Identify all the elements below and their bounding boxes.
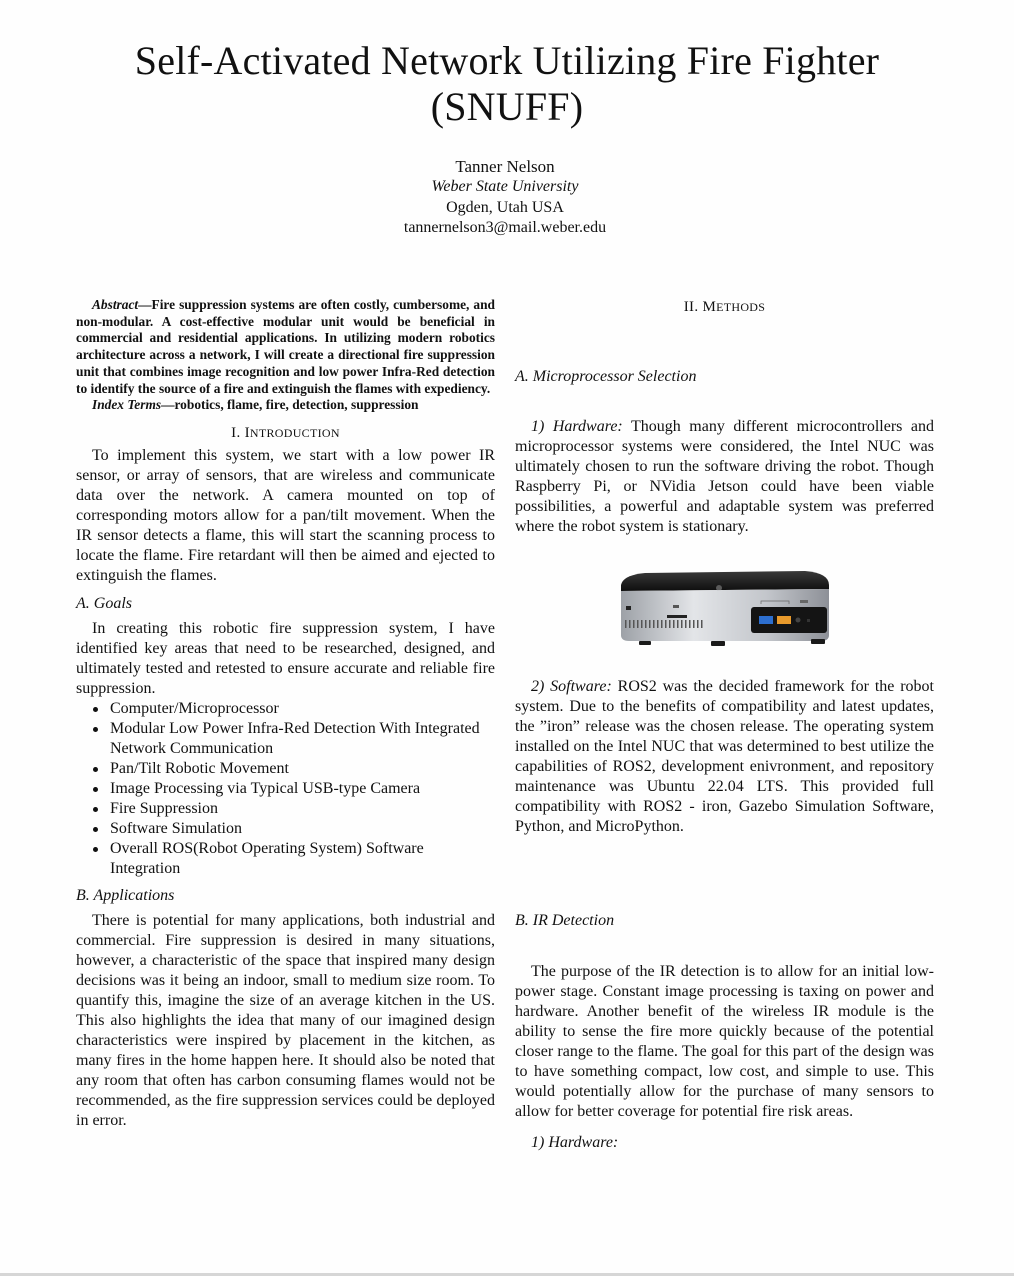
list-item (76, 719, 495, 759)
ir-hardware-heading: 1) Hardware: (531, 1134, 619, 1151)
list-item (76, 699, 495, 719)
title-line-1: Self-Activated Network Utilizing Fire Fighter (134, 38, 880, 83)
list-item (76, 779, 495, 799)
bullet-icon (93, 767, 98, 772)
section-title-rest: NTRODUCTION (249, 425, 340, 440)
software-lead: 2) Software: (531, 678, 612, 695)
list-item-text: Pan/Tilt Robotic Movement (110, 759, 289, 777)
list-item (76, 839, 495, 879)
author-location: Ogden, Utah USA (446, 198, 564, 216)
section-title-initial: M (702, 299, 717, 315)
subsection-heading-applications: B. Applications (76, 886, 175, 904)
bullet-icon (93, 707, 98, 712)
subsection-heading-ir-detection: B. IR Detection (515, 912, 615, 929)
section-heading-introduction (76, 423, 495, 443)
abstract-dash: — (138, 297, 152, 312)
bullet-icon (93, 787, 98, 792)
index-terms-dash: — (161, 397, 175, 413)
list-item-text: Overall ROS(Robot Operating System) Software Integration (110, 839, 424, 877)
section-number: I. (231, 424, 241, 441)
left-column (76, 297, 495, 1131)
subsection-heading-microprocessor: A. Microprocessor Selection (515, 368, 697, 385)
ir-detection-paragraph: The purpose of the IR detection is to allow for an initial low-power stage. Constant image processing is taxing on power and hardware. Another benefit of the wireless IR module is the ability to sense the fire more quickly because of the potential closer range to the flame. The goal for this part of the design was to have something compact, low cost, and simple to use. This would potentially allow for the purchase of many sensors to allow for better coverage for potential fire risk areas. (515, 963, 934, 1120)
index-terms (76, 397, 495, 414)
section-title-initial: I (244, 424, 250, 441)
right-column (515, 297, 934, 1153)
bullet-icon (93, 727, 98, 732)
introduction-paragraph: To implement this system, we start with a low power IR sensor, or array of sensors, that are wireless and communicate data over the network. A camera mounted on top of corresponding motors allow for a pan/tilt movement. When the IR sensor detects a flame, this will start the scanning process to locate the flame. Fire retardant will then be aimed and ejected to extinguish the flames. (76, 446, 495, 584)
index-terms-text: robotics, flame, fire, detection, suppression (174, 397, 419, 413)
figure-intel-nuc (515, 559, 934, 669)
list-item-text: Computer/Microprocessor (110, 699, 279, 717)
intel-nuc-image (615, 567, 835, 653)
subsection-heading-goals: A. Goals (76, 594, 132, 612)
applications-paragraph: There is potential for many applications, both industrial and commercial. Fire suppression is desired in many situations, however, a characteristic of the space that inspired many design decisions was it being an indoor, small to medium size room. To quantify this, imagine the size of an average kitchen in the US. This also highlights the idea that many of our imagined design characteristics were inspired by placement in the kitchen, as many fires in the home happen here. It should also be noted that any room that often has carbon consuming flames would not be recommended, as the fire suppression services could be deployed in error. (76, 911, 495, 1129)
bullet-icon (93, 827, 98, 832)
author-email: tannernelson3@mail.weber.edu (403, 219, 607, 236)
paper-title (60, 38, 954, 130)
bullet-icon (93, 807, 98, 812)
goals-paragraph: In creating this robotic fire suppression system, I have identified key areas that need to be researched, designed, and ultimately tested and retested to ensure accurate and reliable fire suppression. (76, 619, 495, 697)
author-name: Tanner Nelson (455, 157, 555, 176)
list-item-text: Modular Low Power Infra-Red Detection With Integrated Network Communication (110, 719, 480, 757)
abstract-lead: Abstract (92, 297, 139, 312)
section-number: II. (683, 299, 699, 315)
title-line-2: (SNUFF) (430, 84, 584, 129)
bullet-icon (93, 847, 98, 852)
software-paragraph (515, 677, 934, 837)
software-text: ROS2 was the decided framework for the robot system. Due to the benefits of compatibility and latest updates, the ”iron” release was the chosen release. The operating system installed on the Intel NUC that was determined to best utilize the capabilities of ROS2, development enivronment, and repository maintenance was Ubuntu 22.04 LTS. This provided full compatibility with ROS2 - iron, Gazebo Simulation Software, Python, and MicroPython. (515, 678, 935, 835)
index-terms-lead: Index Terms (92, 397, 162, 413)
section-heading-methods (515, 297, 934, 317)
author-block (305, 156, 705, 239)
list-item (76, 799, 495, 819)
section-title-rest: ETHODS (716, 300, 766, 314)
hardware-paragraph (515, 417, 934, 537)
hardware-text: Though many different microcontrollers and microprocessor systems were considered, the Intel NUC was ultimately chosen to run the software driving the robot. Though Raspberry Pi, or NVidia Jetson could have been viable possibilities, a powerful and adaptable system was preferred where the robot system is stationary. (515, 418, 935, 535)
list-item-text: Software Simulation (110, 819, 242, 837)
hardware-lead: 1) Hardware: (531, 418, 623, 435)
list-item (76, 819, 495, 839)
goals-list (76, 699, 495, 879)
abstract-text: Fire suppression systems are often costly, cumbersome, and non-modular. A cost-effective modular unit would be beneficial in commercial and residential applications. In utilizing modern robotics architecture across a network, I will create a directional fire suppression unit that combines image recognition and low power Infra-Red detection to identify the source of a fire and extinguish the flames with expediency. (76, 297, 495, 396)
author-affiliation: Weber State University (431, 178, 579, 195)
abstract (76, 297, 495, 397)
list-item-text: Fire Suppression (110, 799, 218, 817)
list-item (76, 759, 495, 779)
list-item-text: Image Processing via Typical USB-type Camera (110, 779, 421, 797)
